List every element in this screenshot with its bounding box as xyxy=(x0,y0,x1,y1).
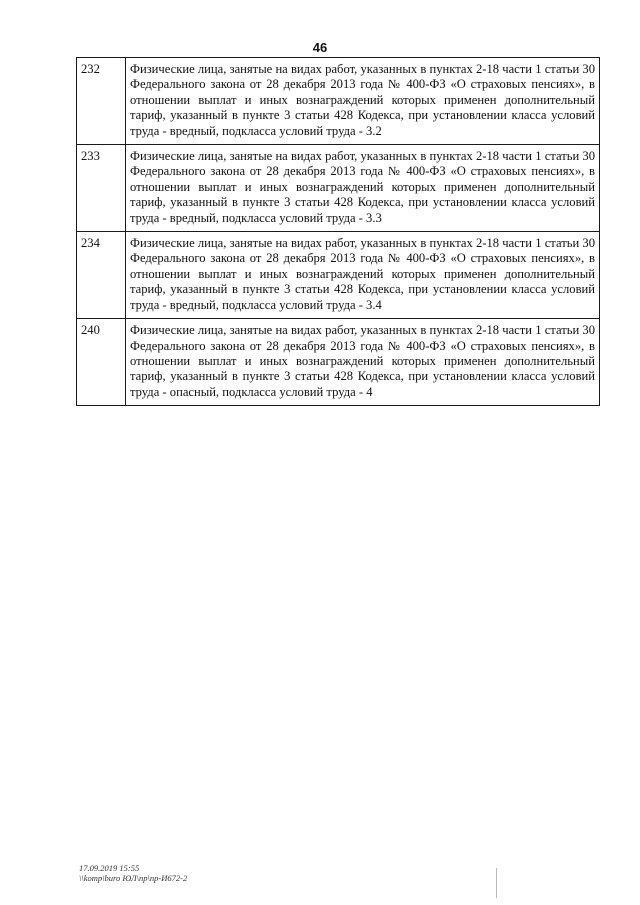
document-footer xyxy=(79,863,187,883)
table-row xyxy=(77,58,600,145)
row-description: Физические лица, занятые на видах работ, указанных в пунктах 2-18 части 1 статьи 30 Федерального закона от 28 декабря 2013 года № 400-ФЗ «О страховых пенсиях», в отношении выплат и иных вознаграждений которых применен дополнительный тариф, указанный в пункте 3 статьи 428 Кодекса, при установлении класса условий труда - вредный, подкласса условий труда - 3.3 xyxy=(126,145,600,232)
codes-table xyxy=(76,57,600,406)
footer-timestamp: 17.09.2019 15:55 xyxy=(79,863,140,873)
row-description: Физические лица, занятые на видах работ, указанных в пунктах 2-18 части 1 статьи 30 Федерального закона от 28 декабря 2013 года № 400-ФЗ «О страховых пенсиях», в отношении выплат и иных вознаграждений которых применен дополнительный тариф, указанный в пункте 3 статьи 428 Кодекса, при установлении класса условий труда - вредный, подкласса условий труда - 3.4 xyxy=(126,232,600,319)
table-row xyxy=(77,145,600,232)
row-code: 240 xyxy=(77,319,126,406)
table-row xyxy=(77,319,600,406)
row-code: 234 xyxy=(77,232,126,319)
row-code: 232 xyxy=(77,58,126,145)
scan-artifact-line xyxy=(496,868,497,898)
table-row xyxy=(77,232,600,319)
row-code: 233 xyxy=(77,145,126,232)
row-description: Физические лица, занятые на видах работ, указанных в пунктах 2-18 части 1 статьи 30 Федерального закона от 28 декабря 2013 года № 400-ФЗ «О страховых пенсиях», в отношении выплат и иных вознаграждений которых применен дополнительный тариф, указанный в пункте 3 статьи 428 Кодекса, при установлении класса условий труда - вредный, подкласса условий труда - 3.2 xyxy=(126,58,600,145)
row-description: Физические лица, занятые на видах работ, указанных в пунктах 2-18 части 1 статьи 30 Федерального закона от 28 декабря 2013 года № 400-ФЗ «О страховых пенсиях», в отношении выплат и иных вознаграждений которых применен дополнительный тариф, указанный в пункте 3 статьи 428 Кодекса, при установлении класса условий труда - опасный, подкласса условий труда - 4 xyxy=(126,319,600,406)
footer-file-reference: \\komp\buro ЮЛ\пр\пр-И672-2 xyxy=(79,873,188,883)
page-number: 46 xyxy=(312,40,328,55)
